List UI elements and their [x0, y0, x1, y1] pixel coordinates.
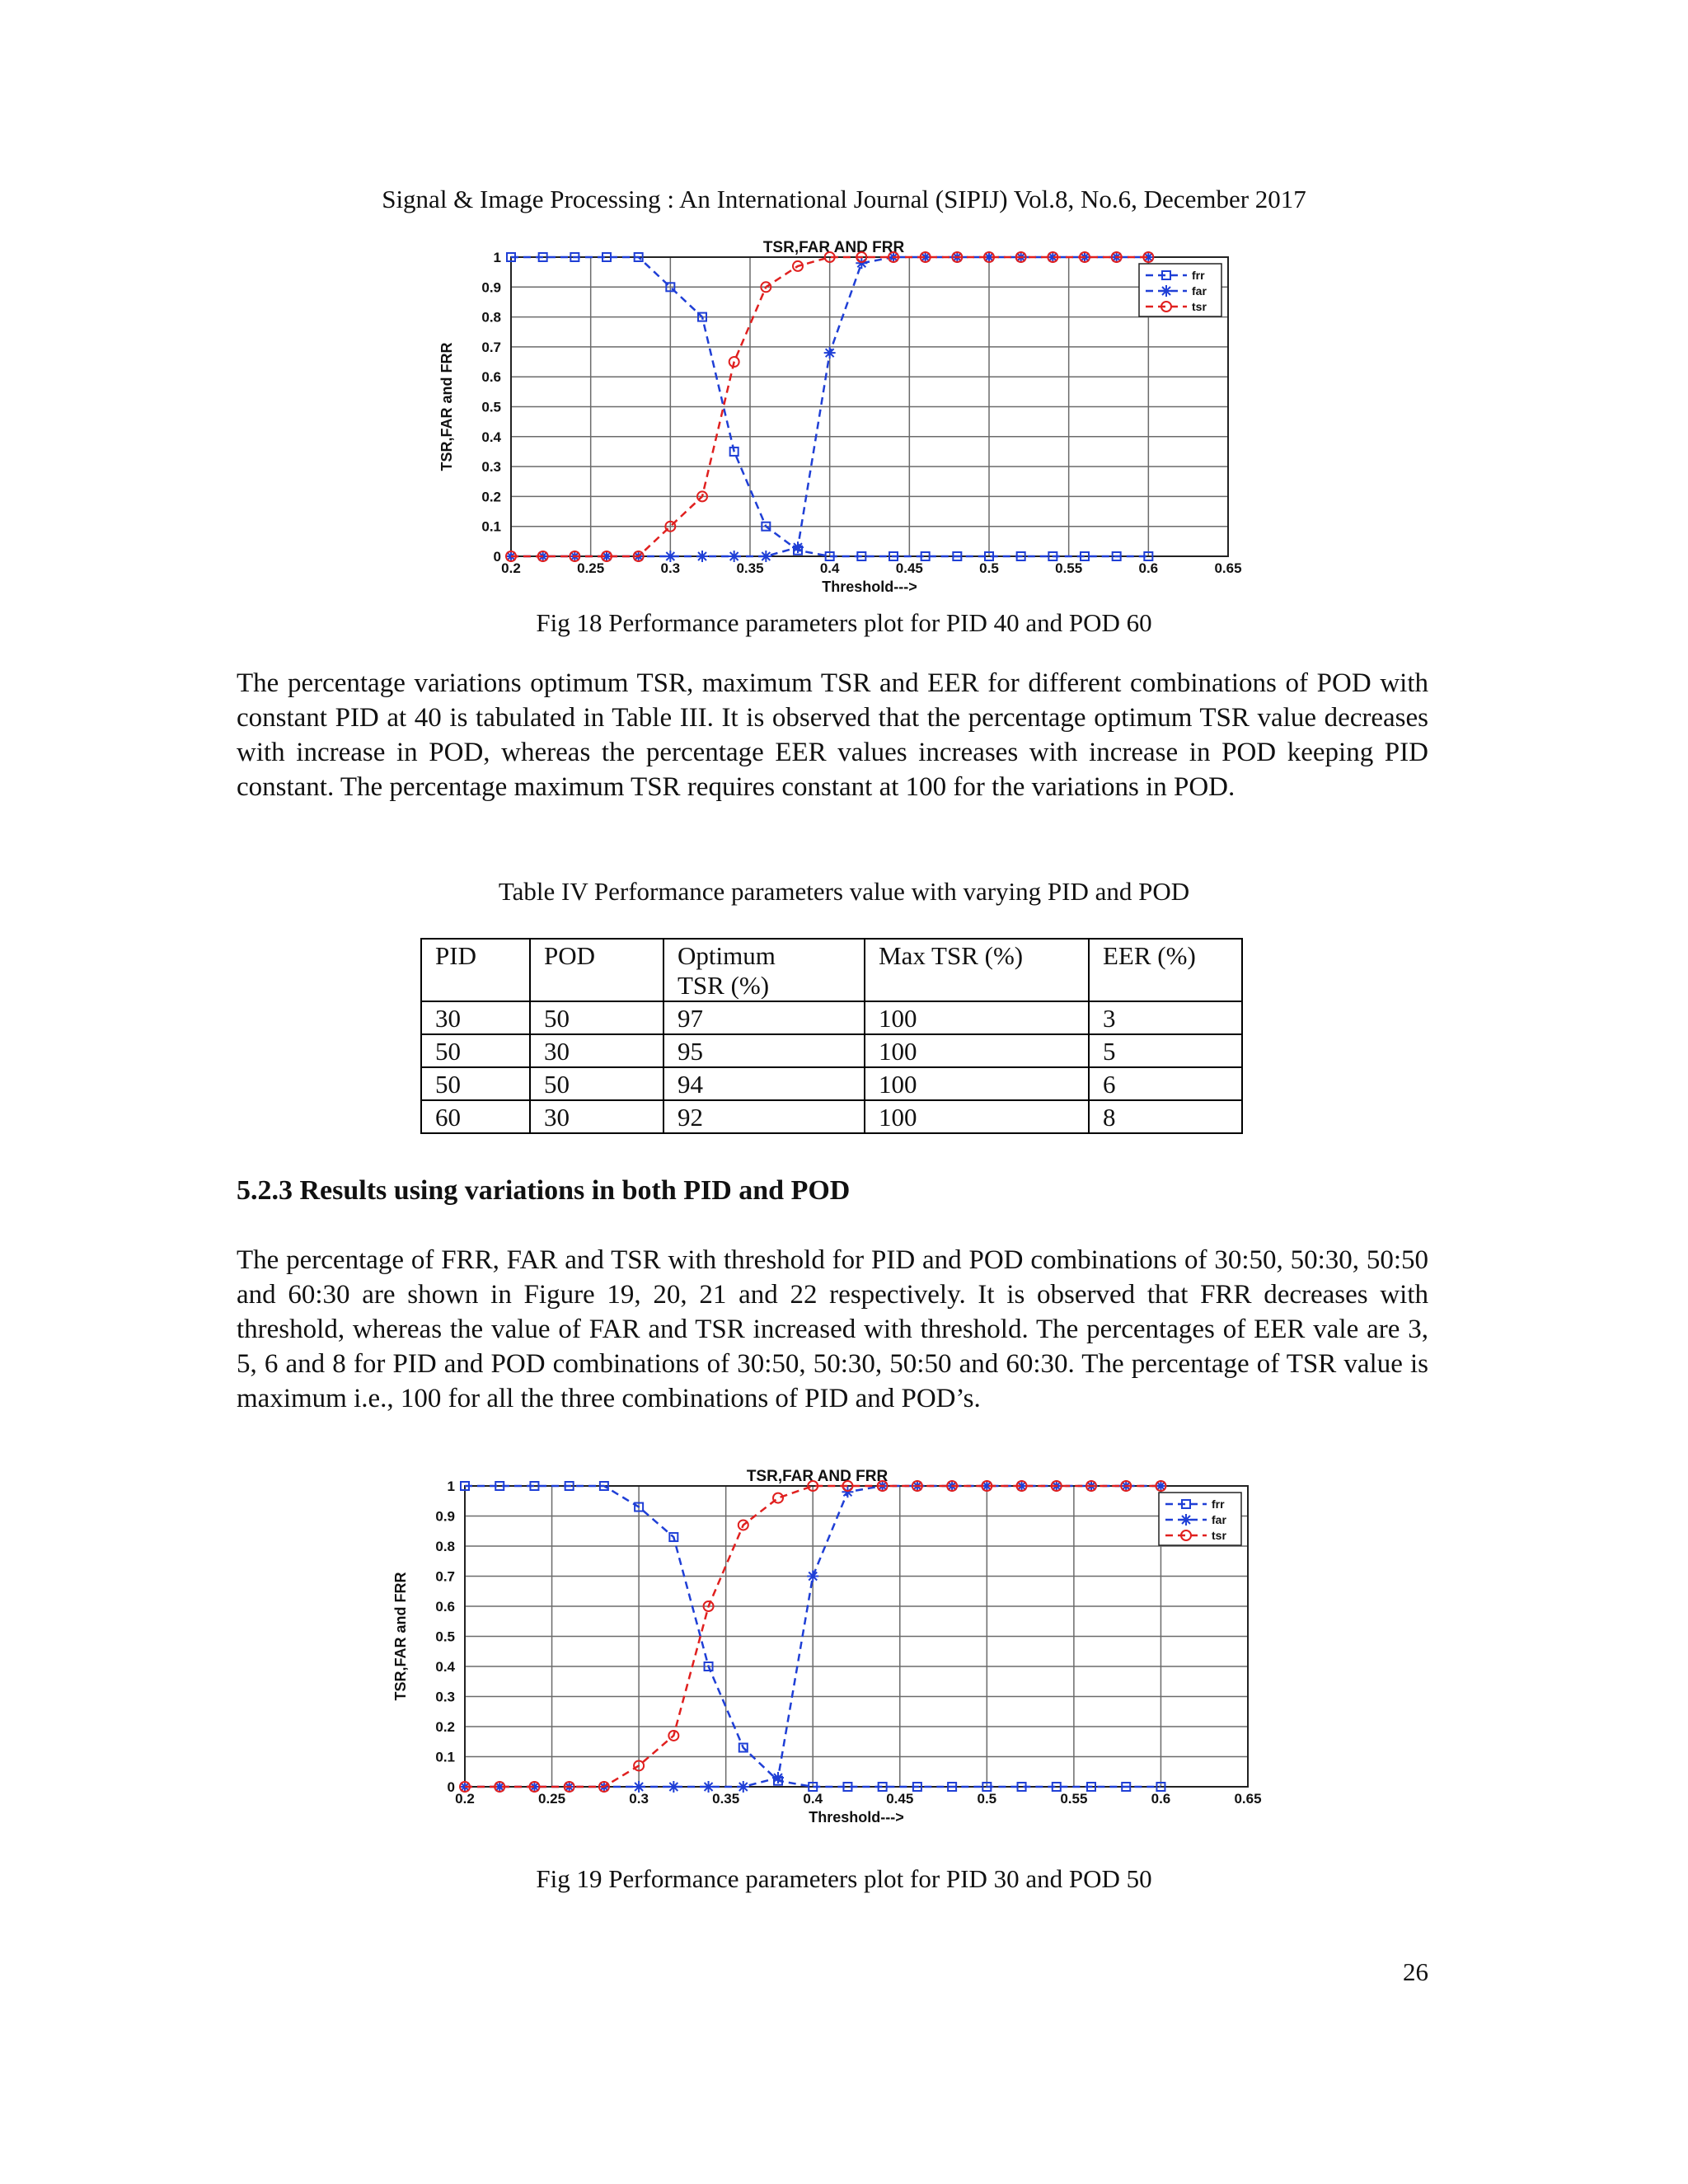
x-tick-label: 0.45	[886, 1791, 914, 1807]
far-marker	[792, 541, 804, 553]
y-axis-label: TSR,FAR and FRR	[438, 342, 455, 471]
table-cell: 60	[421, 1100, 530, 1133]
table-cell: 100	[865, 1034, 1089, 1067]
x-tick-label: 0.35	[736, 560, 764, 576]
table-cell: 6	[1089, 1067, 1242, 1100]
x-tick-label: 0.5	[979, 560, 999, 576]
table-header-cell: POD	[530, 939, 663, 1001]
x-tick-label: 0.55	[1055, 560, 1083, 576]
x-tick-label: 0.45	[895, 560, 923, 576]
x-tick-label: 0.65	[1214, 560, 1242, 576]
y-tick-label: 0.7	[481, 339, 501, 355]
far-marker	[772, 1772, 784, 1783]
legend-label: tsr	[1212, 1529, 1226, 1542]
journal-header: Signal & Image Processing : An International Journal (SIPIJ) Vol.8, No.6, December 2017	[382, 185, 1306, 213]
x-tick-label: 0.4	[803, 1791, 823, 1807]
paragraph-1: The percentage variations optimum TSR, maximum TSR and EER for different combinations of POD with constant PID at 40 is tabulated in Table III. It is observed that the percentage optimum TSR value decreases with increase in POD, whereas the percentage EER values increases with increase in POD keeping PID constant. The percentage maximum TSR requires constant at 100 for the variations in POD.	[237, 668, 1428, 802]
figure-18-caption: Fig 18 Performance parameters plot for PID 40 and POD 60	[536, 608, 1152, 637]
table-cell: 8	[1089, 1100, 1242, 1133]
far-marker	[703, 1781, 715, 1793]
table-row	[421, 1034, 1242, 1067]
y-axis-label: TSR,FAR and FRR	[392, 1572, 409, 1701]
far-marker	[738, 1781, 749, 1793]
y-tick-label: 0.9	[435, 1508, 455, 1525]
chart-title: TSR,FAR AND FRR	[746, 1468, 889, 1485]
table-cell: 3	[1089, 1001, 1242, 1034]
table-cell: 30	[421, 1001, 530, 1034]
x-tick-label: 0.2	[501, 560, 521, 576]
table-cell: 97	[663, 1001, 865, 1034]
table-cell: 50	[530, 1001, 663, 1034]
table-row	[421, 1100, 1242, 1133]
page-number: 26	[1403, 1957, 1428, 1986]
performance-table	[420, 938, 1243, 1134]
y-tick-label: 0.1	[435, 1749, 455, 1765]
y-tick-label: 0.4	[435, 1659, 455, 1675]
y-tick-label: 0.5	[435, 1629, 455, 1645]
x-tick-label: 0.3	[629, 1791, 649, 1807]
far-marker	[668, 1781, 679, 1793]
figure-18-chart	[429, 235, 1253, 598]
x-tick-label: 0.25	[577, 560, 605, 576]
table-header-row	[421, 939, 1242, 1001]
y-tick-label: 0.8	[435, 1539, 455, 1554]
x-tick-label: 0.6	[1151, 1791, 1171, 1807]
x-axis-label: Threshold--->	[822, 579, 917, 595]
far-marker	[664, 551, 676, 562]
x-tick-label: 0.55	[1060, 1791, 1088, 1807]
table-cell: 100	[865, 1100, 1089, 1133]
x-tick-label: 0.6	[1138, 560, 1159, 576]
far-marker	[760, 551, 771, 562]
table-header-cell: EER (%)	[1089, 939, 1242, 1001]
table-cell: 50	[421, 1067, 530, 1100]
y-tick-label: 0.3	[435, 1689, 455, 1705]
table-cell: 100	[865, 1001, 1089, 1034]
far-marker	[729, 551, 740, 562]
table-cell: 30	[530, 1100, 663, 1133]
y-tick-label: 0.3	[481, 459, 501, 476]
table-cell: 50	[421, 1034, 530, 1067]
x-tick-label: 0.2	[455, 1791, 475, 1807]
legend-label: tsr	[1192, 300, 1207, 313]
table-cell: 95	[663, 1034, 865, 1067]
legend-label: far	[1192, 284, 1207, 298]
far-marker	[1160, 285, 1172, 297]
legend-label: frr	[1192, 269, 1205, 282]
y-tick-label: 0	[447, 1779, 455, 1795]
x-tick-label: 0.65	[1234, 1791, 1262, 1807]
far-marker	[696, 551, 708, 562]
table-header-cell: PID	[421, 939, 530, 1001]
far-marker	[1180, 1514, 1192, 1526]
table-cell: 30	[530, 1034, 663, 1067]
y-tick-label: 0.4	[481, 429, 501, 445]
chart-title: TSR,FAR AND FRR	[762, 239, 905, 256]
table-cell: 100	[865, 1067, 1089, 1100]
y-tick-label: 1	[447, 1479, 455, 1494]
paragraph-2: The percentage of FRR, FAR and TSR with threshold for PID and POD combinations of 30:50, 50:30, 50:50 and 60:30 are shown in Figure 19, 20, 21 and 22 respectively. It is observed that FRR decreases with threshold, whereas the value of FAR and TSR increased with threshold. The percentages of EER vale are 3, 5, 6 and 8 for PID and POD combinations of 30:50, 50:30, 50:50 and 60:30. The percentage of TSR value is maximum i.e., 100 for all the three combinations of PID and POD’s.	[237, 1245, 1428, 1413]
table-caption: Table IV Performance parameters value with varying PID and POD	[498, 877, 1190, 906]
section-heading: 5.2.3 Results using variations in both PID and POD	[237, 1175, 851, 1206]
far-marker	[807, 1571, 818, 1582]
far-marker	[633, 1781, 645, 1793]
x-tick-label: 0.35	[712, 1791, 740, 1807]
x-tick-label: 0.4	[819, 560, 840, 576]
figure-19-chart	[382, 1464, 1289, 1826]
y-tick-label: 0.9	[481, 279, 501, 296]
table-row	[421, 1067, 1242, 1100]
table-cell: 50	[530, 1067, 663, 1100]
y-tick-label: 0.5	[481, 399, 501, 415]
table-cell: 94	[663, 1067, 865, 1100]
legend-label: frr	[1212, 1497, 1225, 1511]
figure-19-caption: Fig 19 Performance parameters plot for PID 30 and POD 50	[536, 1864, 1152, 1893]
x-tick-label: 0.5	[977, 1791, 997, 1807]
y-tick-label: 0	[493, 549, 501, 565]
table-cell: 5	[1089, 1034, 1242, 1067]
table-cell: 92	[663, 1100, 865, 1133]
y-tick-label: 0.1	[481, 518, 501, 535]
table-row	[421, 1001, 1242, 1034]
far-marker	[824, 347, 836, 359]
x-axis-label: Threshold--->	[809, 1809, 904, 1825]
y-tick-label: 1	[493, 250, 501, 265]
y-tick-label: 0.6	[481, 369, 501, 386]
y-tick-label: 0.2	[435, 1719, 455, 1735]
x-tick-label: 0.3	[660, 560, 681, 576]
y-tick-label: 0.6	[435, 1599, 455, 1615]
table-header-cell: Optimum TSR (%)	[663, 939, 865, 1001]
y-tick-label: 0.2	[481, 489, 501, 505]
table-header-cell: Max TSR (%)	[865, 939, 1089, 1001]
legend-label: far	[1212, 1513, 1226, 1526]
y-tick-label: 0.8	[481, 309, 501, 326]
y-tick-label: 0.7	[435, 1568, 455, 1585]
x-tick-label: 0.25	[538, 1791, 566, 1807]
